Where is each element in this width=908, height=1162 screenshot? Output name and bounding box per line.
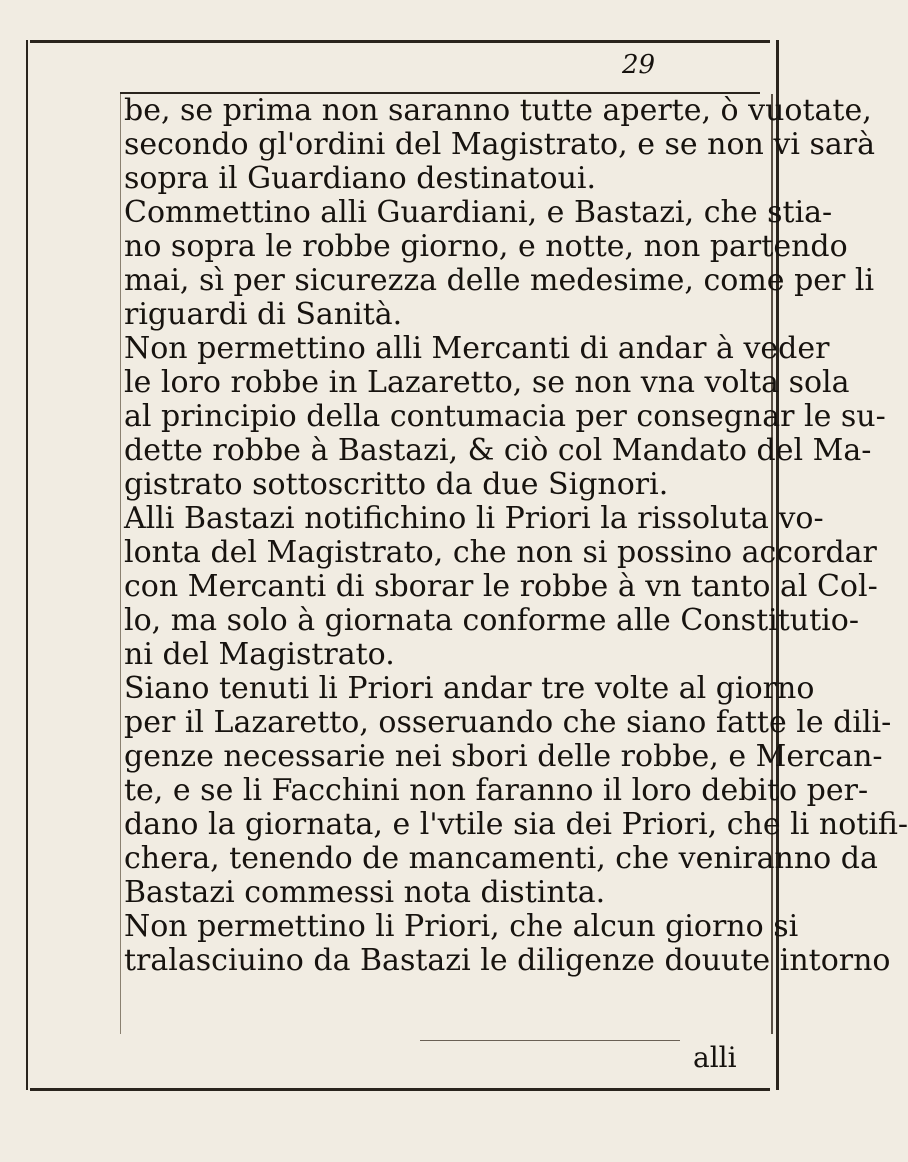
text-line: chera, tenendo de mancamenti, che veniranno da [124, 841, 878, 876]
text-line: be, se prima non saranno tutte aperte, ò vuotate, [124, 93, 872, 128]
text-line: Non permettino alli Mercanti di andar à veder [124, 331, 830, 366]
text-line: al principio della contumacia per consegnar le su- [124, 399, 886, 434]
text-line: lo, ma solo à giornata conforme alle Constitutio- [124, 603, 859, 638]
text-line: riguardi di Sanità. [124, 297, 403, 332]
text-line: gistrato sottoscritto da due Signori. [124, 467, 669, 502]
bottom-divider [420, 1040, 680, 1041]
text-line: mai, sì per sicurezza delle medesime, come per li [124, 263, 875, 298]
body-text [124, 93, 908, 978]
text-line: Non permettino li Priori, che alcun giorno si [124, 909, 799, 944]
text-line: sopra il Guardiano destinatoui. [124, 161, 597, 196]
text-line: ni del Magistrato. [124, 637, 395, 672]
text-line: no sopra le robbe giorno, e notte, non partendo [124, 229, 848, 264]
text-line: per il Lazaretto, osseruando che siano fatte le dili- [124, 705, 892, 740]
text-line: dano la giornata, e l'vtile sia dei Priori, che li notifi- [124, 807, 908, 842]
text-line: con Mercanti di sborar le robbe à vn tanto al Col- [124, 569, 878, 604]
text-line: Alli Bastazi notifichino li Priori la rissoluta vo- [124, 501, 824, 536]
text-line: le loro robbe in Lazaretto, se non vna volta sola [124, 365, 850, 400]
text-line: Bastazi commessi nota distinta. [124, 875, 606, 910]
text-line: lonta del Magistrato, che non si possino accordar [124, 535, 877, 570]
page-number: 29 [622, 50, 656, 80]
text-line: tralasciuino da Bastazi le diligenze douute intorno [124, 943, 891, 978]
text-line: genze necessarie nei sbori delle robbe, e Mercan- [124, 739, 883, 774]
text-line: secondo gl'ordini del Magistrato, e se non vi sarà [124, 127, 875, 162]
catchword: alli [693, 1041, 737, 1074]
bottom-rule [30, 1088, 770, 1091]
text-line: Siano tenuti li Priori andar tre volte al giorno [124, 671, 815, 706]
text-line: te, e se li Facchini non faranno il loro debito per- [124, 773, 869, 808]
text-line: Commettino alli Guardiani, e Bastazi, che stia- [124, 195, 833, 230]
top-rule [30, 40, 770, 43]
text-line: dette robbe à Bastazi, & ciò col Mandato del Ma- [124, 433, 872, 468]
